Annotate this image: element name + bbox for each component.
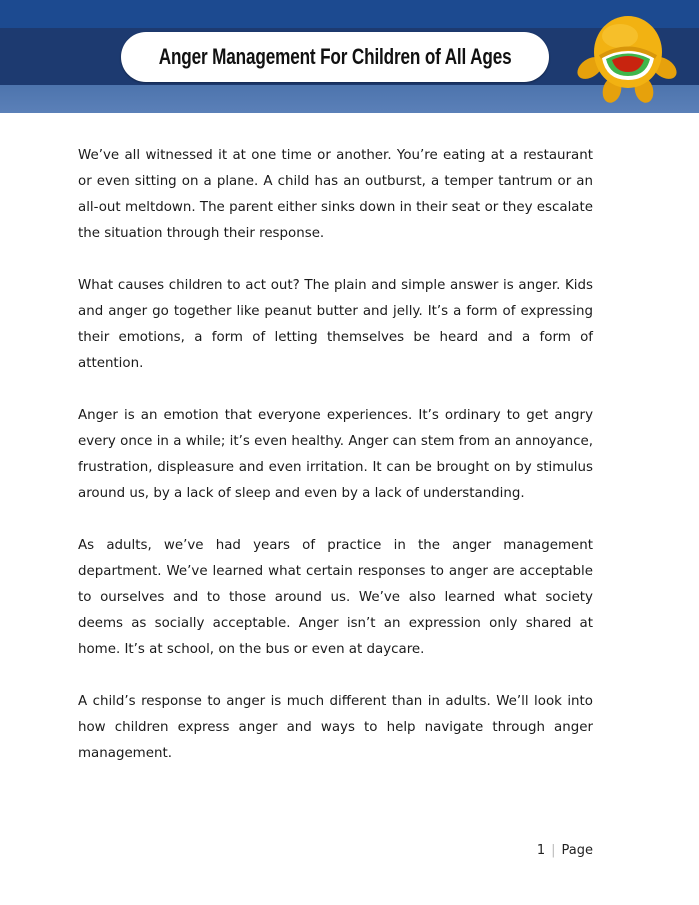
document-body	[78, 143, 593, 793]
paragraph-1: We’ve all witnessed it at one time or another. You’re eating at a restaurant or even sitting on a plane. A child has an outburst, a temper tantrum or an all-out meltdown. The parent either sinks down in their seat or they escalate the situation through their response.	[78, 148, 593, 241]
header-banner	[0, 0, 699, 113]
page-number: 1	[536, 843, 546, 858]
page-title: Anger Management For Children of All Ages	[158, 44, 512, 69]
footer-separator: |	[551, 843, 556, 858]
paragraph-5: A child’s response to anger is much different than in adults. We’ll look into how children express anger and ways to help navigate through anger management.	[78, 694, 593, 761]
page-footer	[480, 843, 593, 858]
title-pill	[121, 32, 549, 82]
paragraph-3: Anger is an emotion that everyone experiences. It’s ordinary to get angry every once in a while; it’s even healthy. Anger can stem from an annoyance, frustration, displeasure and even irritation. It can be brought on by stimulus around us, by a lack of sleep and even by a lack of understanding.	[78, 408, 593, 501]
page-label: Page	[561, 843, 593, 858]
paragraph-2: What causes children to act out? The plain and simple answer is anger. Kids and anger go together like peanut butter and jelly. It’s a form of expressing their emotions, a form of letting themselves be heard and a form of attention.	[78, 278, 593, 371]
yellow-monster-mascot-icon	[572, 8, 682, 104]
paragraph-4: As adults, we’ve had years of practice in the anger management department. We’ve learned what certain responses to anger are acceptable to ourselves and to those around us. We’ve also learned what society deems as socially acceptable. Anger isn’t an expression only shared at home. It’s at school, on the bus or even at daycare.	[78, 538, 593, 657]
